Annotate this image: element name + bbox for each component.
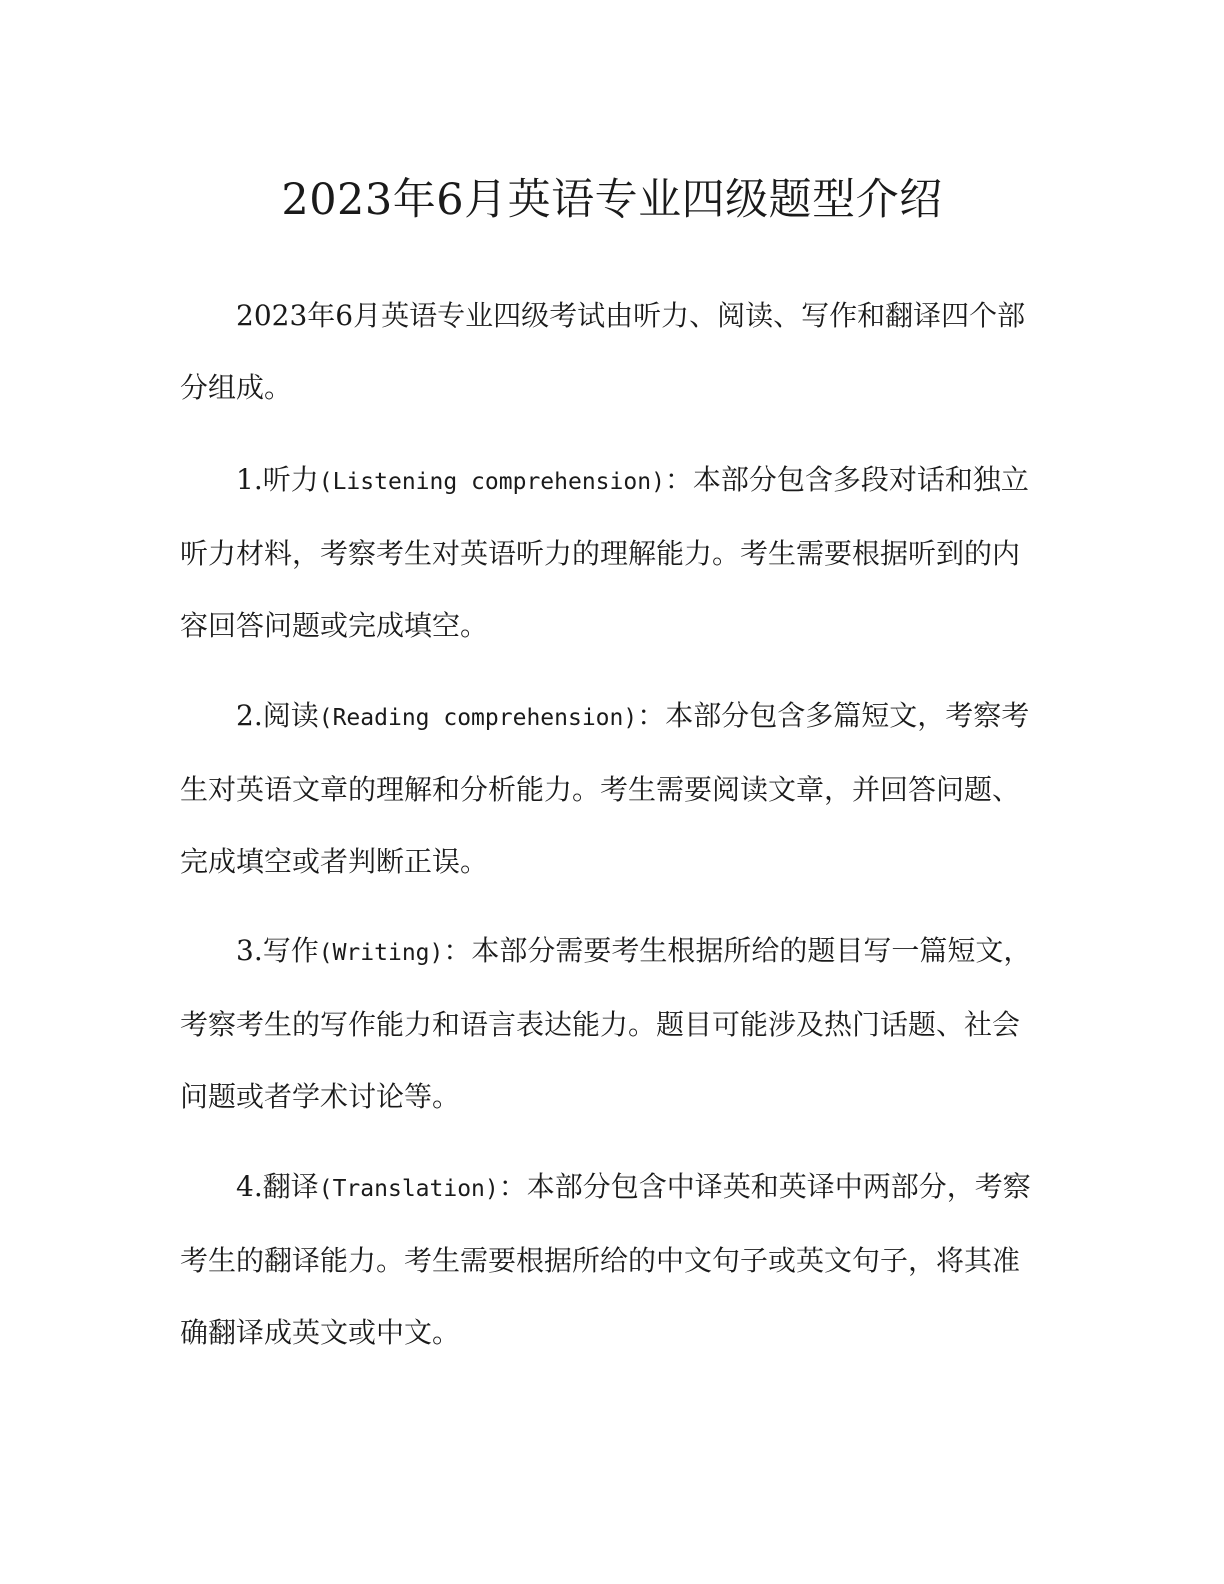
section-number: 2.: [236, 699, 263, 732]
section-name-en: (Translation): [318, 1176, 499, 1202]
section-name-cn: 听力: [262, 463, 319, 496]
section-name-cn: 写作: [262, 934, 319, 967]
section-name-en: (Reading comprehension): [318, 705, 638, 731]
section-number: 1.: [236, 463, 263, 496]
section-translation: [180, 1151, 1035, 1369]
section-reading: [180, 680, 1035, 898]
section-body: ：本部分需要考生根据所给的题目写一篇短文，考察考生的写作能力和语言表达能力。题目可能涉及热门话题、社会问题或者学术讨论等。: [180, 934, 1032, 1113]
section-name-en: (Writing): [318, 940, 444, 966]
section-name-en: (Listening comprehension): [318, 469, 665, 495]
section-writing: [180, 915, 1035, 1133]
section-body: ：本部分包含中译英和英译中两部分，考察考生的翻译能力。考生需要根据所给的中文句子或英文句子，将其准确翻译成英文或中文。: [180, 1170, 1031, 1349]
section-name-cn: 阅读: [262, 699, 319, 732]
intro-paragraph: 2023年6月英语专业四级考试由听力、阅读、写作和翻译四个部分组成。: [180, 299, 1026, 404]
section-listening: [180, 444, 1035, 662]
section-body: ：本部分包含多段对话和独立听力材料，考察考生对英语听力的理解能力。考生需要根据听到的内容回答问题或完成填空。: [180, 463, 1029, 642]
document-title: 2023年6月英语专业四级题型介绍: [281, 175, 943, 225]
section-number: 3.: [236, 934, 263, 967]
section-number: 4.: [236, 1170, 263, 1203]
section-body: ：本部分包含多篇短文，考察考生对英语文章的理解和分析能力。考生需要阅读文章，并回答问题、完成填空或者判断正误。: [180, 699, 1030, 878]
section-name-cn: 翻译: [262, 1170, 319, 1203]
